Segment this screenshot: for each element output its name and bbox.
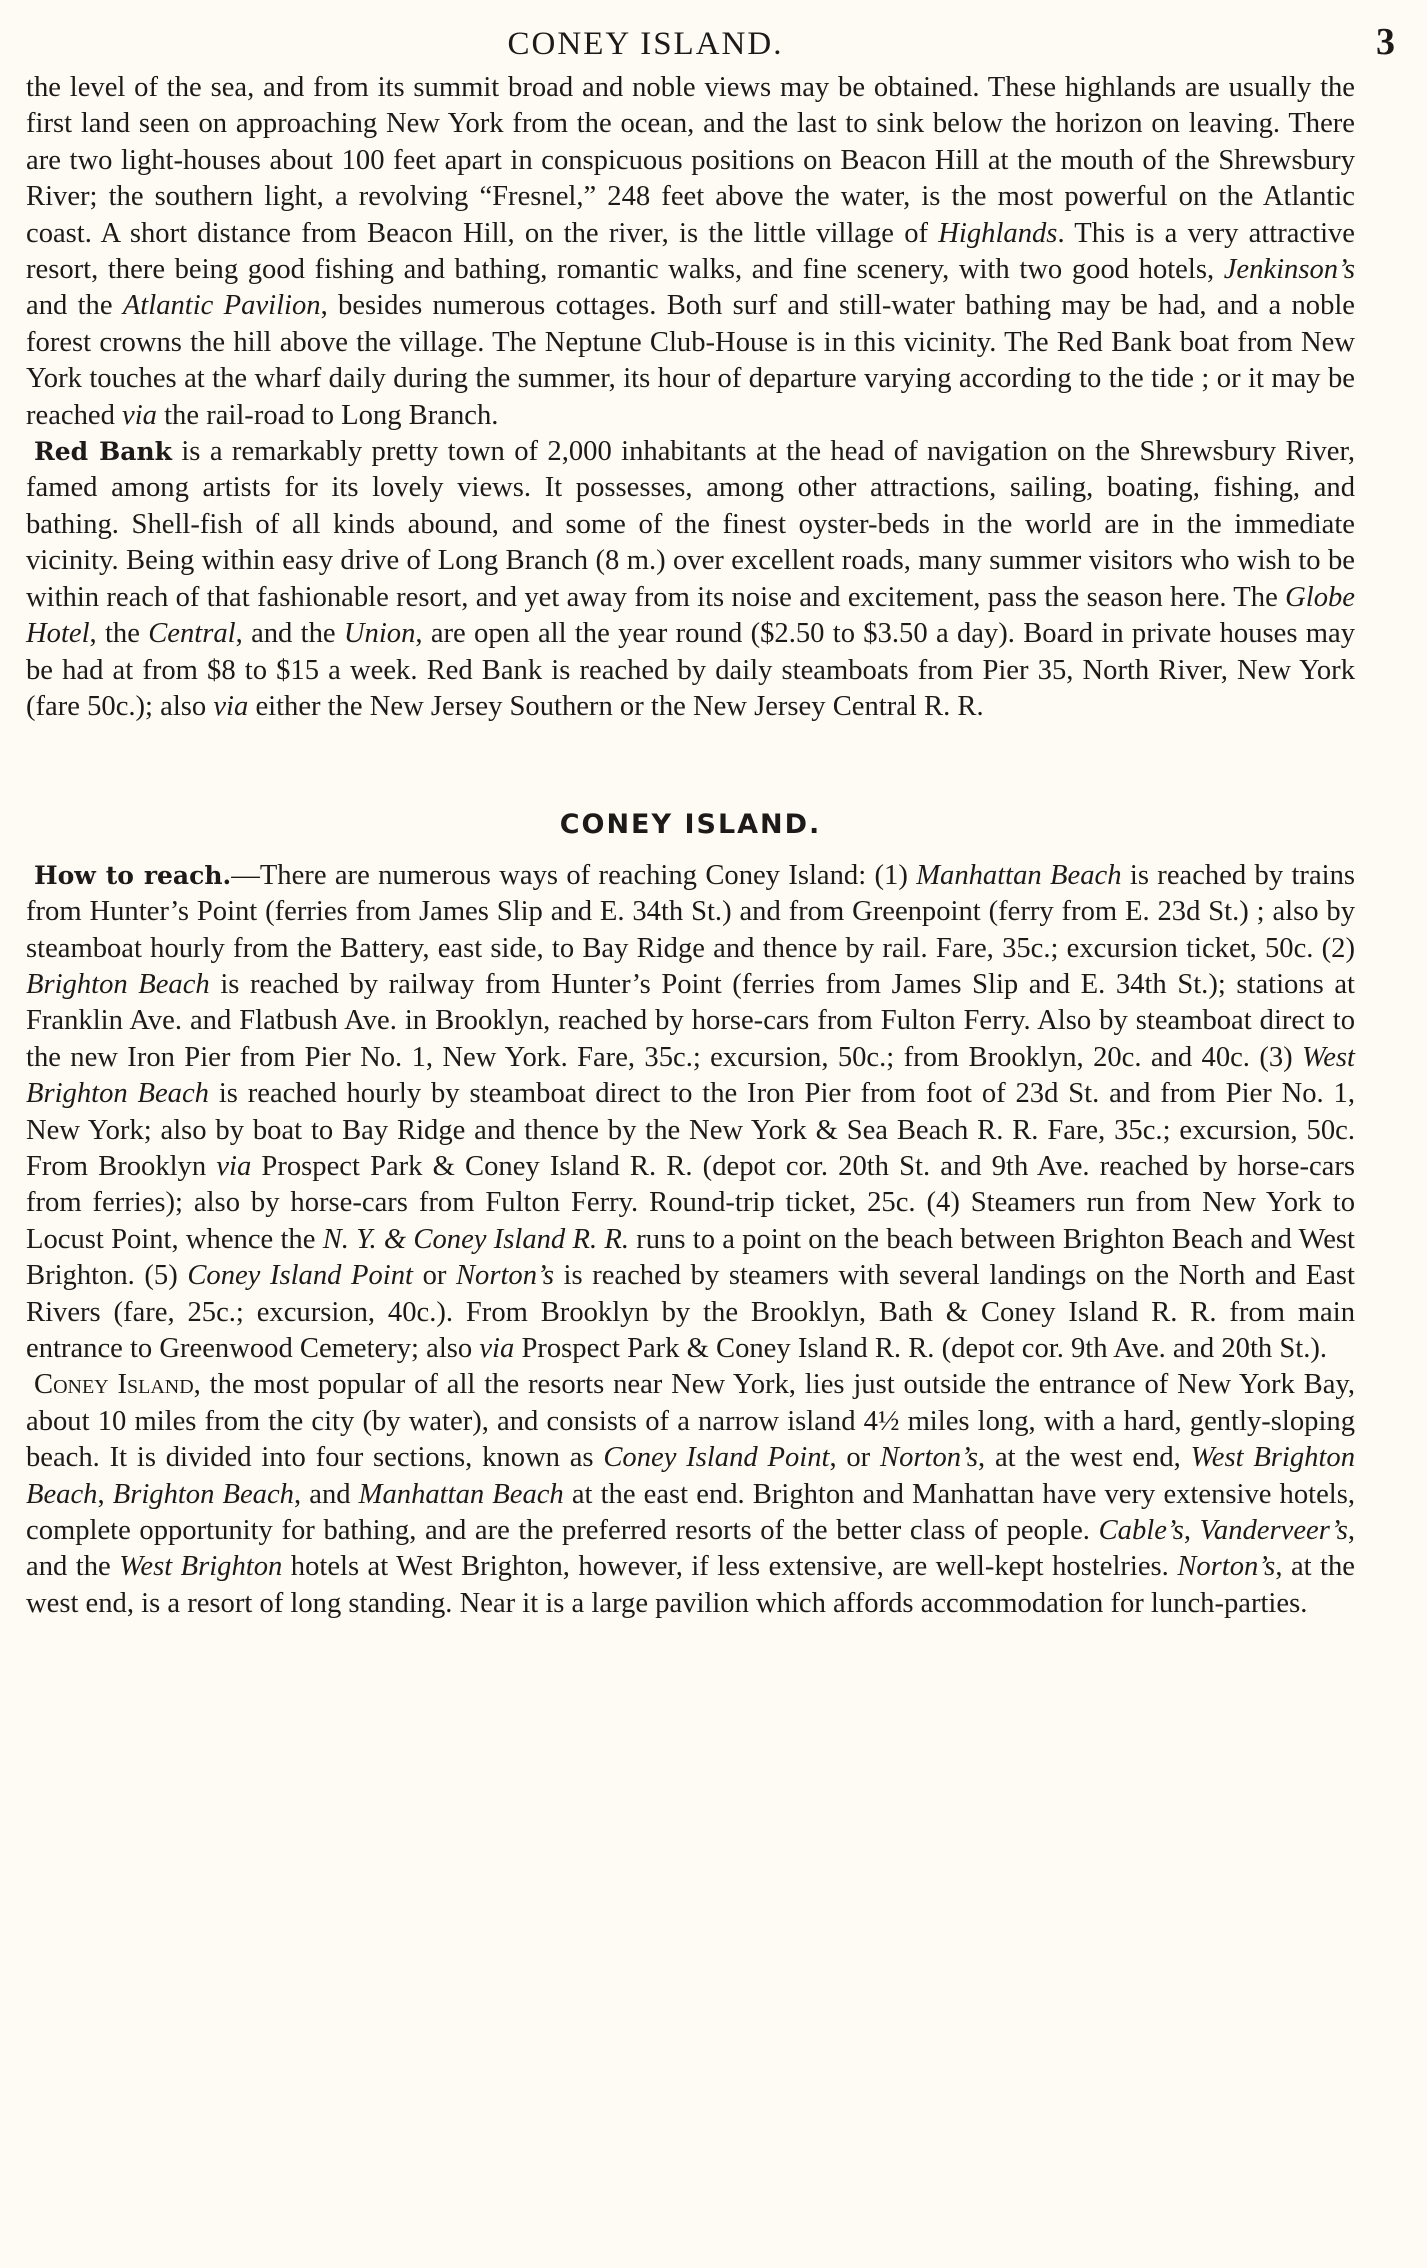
italic-run: Brighton Beach bbox=[26, 968, 210, 1000]
italic-run: Norton’s bbox=[880, 1442, 979, 1474]
italic-run: Manhattan Beach bbox=[916, 859, 1122, 891]
running-title: CONEY ISLAND. bbox=[507, 26, 784, 62]
italic-run: Cable’s bbox=[1098, 1515, 1184, 1547]
italic-run: via bbox=[122, 399, 157, 431]
italic-run: Jenkinson’s bbox=[1223, 254, 1355, 286]
text-run: , at the west end, bbox=[978, 1442, 1191, 1474]
italic-run: Globe Hotel bbox=[26, 581, 1355, 650]
text-run: , bbox=[1183, 1515, 1200, 1547]
text-run: —There are numerous ways of reaching Coney Island: (1) bbox=[231, 859, 917, 891]
italic-run: Coney Island Point bbox=[187, 1260, 413, 1292]
text-run: at the east end. Brighton and Manhattan have very extensive hotels, complete opportunity for bathing, and are the preferred resorts of the better class of people. bbox=[26, 1478, 1355, 1547]
text-run: , and the bbox=[235, 618, 344, 650]
paragraph-lead: Red Bank bbox=[34, 437, 172, 467]
text-run: is reached by railway from Hunter’s Point (ferries from James Slip and E. 34th St.); stations at Franklin Ave. and Flatbush Ave. in Brooklyn, reached by horse-cars from Fulton Ferry. Also by steamboat direct to the new Iron Pier from Pier No. 1, New York. Fare, 35c.; excursion, 50c.; from Brooklyn, 20c. and 40c. (3) bbox=[26, 968, 1355, 1073]
paragraph-lead: How to reach. bbox=[34, 860, 232, 890]
text-run: Prospect Park & Coney Island R. R. (depot cor. 20th St. and 9th Ave. reached by horse-cars from ferries); also by horse-cars from Fulton Ferry. Round-trip ticket, 25c. (4) Steamers run from New York to Locust Point, whence the bbox=[26, 1150, 1355, 1255]
italic-run: Manhattan Beach bbox=[358, 1478, 564, 1510]
italic-run: Coney Island Point bbox=[603, 1442, 830, 1474]
text-run: the level of the sea, and from its summit broad and noble views may be obtained. These highlands are usually the first land seen on approaching New York from the ocean, and the last to sink below the horizon on leaving. There are two light-houses about 100 feet apart in conspicuous positions on Beacon Hill at the mouth of the Shrewsbury River; the southern light, a revolving “Fresnel,” 248 feet above the water, is the most powerful on the Atlantic coast. A short distance from Beacon Hill, on the river, is the little village of bbox=[26, 72, 1355, 249]
italic-run: Brighton Beach bbox=[112, 1478, 294, 1510]
paragraph-red-bank bbox=[26, 434, 1355, 725]
text-run: is reached hourly by steamboat direct to the Iron Pier from foot of 23d St. and from Pier No. 1, New York; also by boat to Bay Ridge and thence by the New York & Sea Beach R. R. Fare, 35c.; excursion, 50c. From Brooklyn bbox=[26, 1078, 1355, 1182]
italic-run: West Brighton bbox=[119, 1551, 283, 1583]
italic-run: West Brighton Beach bbox=[26, 1041, 1355, 1110]
italic-run: Central bbox=[148, 618, 236, 650]
italic-run: Norton’s bbox=[1177, 1551, 1276, 1583]
italic-run: Highlands bbox=[938, 217, 1058, 249]
text-run: hotels at West Brighton, however, if less extensive, are well-kept hostelries. bbox=[282, 1551, 1178, 1583]
italic-run: Union bbox=[343, 618, 416, 650]
text-run: , at the west end, is a resort of long standing. Near it is a large pavilion which affords accommodation for lunch-parties. bbox=[26, 1551, 1355, 1619]
body-text bbox=[26, 70, 1355, 1622]
text-run: is reached by steamers with several landings on the North and East Rivers (fare, 25c.; excursion, 40c.). From Brooklyn by the Brooklyn, Bath & Coney Island R. R. from main entrance to Greenwood Cemetery; also bbox=[26, 1260, 1355, 1364]
text-run: , the most popular of all the resorts near New York, lies just outside the entrance of New York Bay, about 10 miles from the city (by water), and consists of a narrow island 4½ miles long, with a hard, gently-sloping beach. It is divided into four sections, known as bbox=[26, 1369, 1355, 1474]
paragraph-how-to-reach bbox=[26, 858, 1355, 1368]
section-heading: CONEY ISLAND. bbox=[559, 809, 822, 841]
page-number: 3 bbox=[1376, 21, 1395, 63]
text-run: , besides numerous cottages. Both surf and still-water bathing may be had, and a noble forest crowns the hill above the village. The Neptune Club-House is in this vicinity. The Red Bank boat from New York touches at the wharf daily during the summer, its hour of departure varying according to the tide ; or it may be reached bbox=[26, 290, 1356, 431]
italic-run: Norton’s bbox=[455, 1260, 554, 1292]
italic-run: N. Y. & Coney Island R. R. bbox=[322, 1223, 629, 1255]
text-run: , and the bbox=[26, 1515, 1356, 1583]
text-run: , are open all the year round ($2.50 to $3.50 a day). Board in private houses may be had at from $8 to $15 a week. Red Bank is reached by daily steamboats from Pier 35, North River, New York (fare 50c.); also bbox=[26, 618, 1356, 722]
paragraph-lead: Coney Island bbox=[34, 1369, 194, 1401]
italic-run: via bbox=[213, 690, 249, 722]
text-run: either the New Jersey Southern or the New Jersey Central R. R. bbox=[248, 690, 984, 722]
text-run: runs to a point on the beach between Brighton Beach and West Brighton. (5) bbox=[26, 1223, 1355, 1292]
text-run: the rail-road to Long Branch. bbox=[156, 399, 499, 431]
text-run: Prospect Park & Coney Island R. R. (depot cor. 9th Ave. and 20th St.). bbox=[514, 1333, 1328, 1364]
text-run: or bbox=[412, 1260, 456, 1292]
text-run: , bbox=[97, 1478, 113, 1510]
italic-run: via bbox=[216, 1150, 252, 1182]
paragraph-highlands bbox=[26, 70, 1355, 434]
text-run: and the bbox=[26, 290, 123, 322]
italic-run: West Brighton Beach bbox=[26, 1442, 1356, 1510]
text-run: , the bbox=[89, 618, 149, 650]
paragraph-coney-island bbox=[26, 1367, 1355, 1622]
text-run: , or bbox=[829, 1442, 881, 1474]
text-run: . This is a very attractive resort, there being good fishing and bathing, romantic walks, and fine scenery, with two good hotels, bbox=[26, 217, 1356, 286]
italic-run: via bbox=[479, 1333, 515, 1364]
text-run: is reached by trains from Hunter’s Point (ferries from James Slip and E. 34th St.) and from Greenpoint (ferry from E. 23d St.) ; also by steamboat hourly from the Battery, east side, to Bay Ridge and thence by rail. Fare, 35c.; excursion ticket, 50c. (2) bbox=[26, 859, 1356, 964]
italic-run: Atlantic Pavilion bbox=[122, 290, 321, 322]
italic-run: Vanderveer’s bbox=[1199, 1515, 1348, 1547]
text-run: , and bbox=[293, 1478, 359, 1510]
running-head bbox=[26, 21, 1395, 70]
text-run: is a remarkably pretty town of 2,000 inhabitants at the head of navigation on the Shrewsbury River, famed among artists for its lovely views. It possesses, among other attractions, sailing, boating, fishing, and bathing. Shell-fish of all kinds abound, and some of the finest oyster-beds in the world are in the immediate vicinity. Being within easy drive of Long Branch (8 m.) over excellent roads, many summer visitors who wish to be within reach of that fashionable resort, and yet away from its noise and excitement, pass the season here. The bbox=[26, 436, 1355, 613]
